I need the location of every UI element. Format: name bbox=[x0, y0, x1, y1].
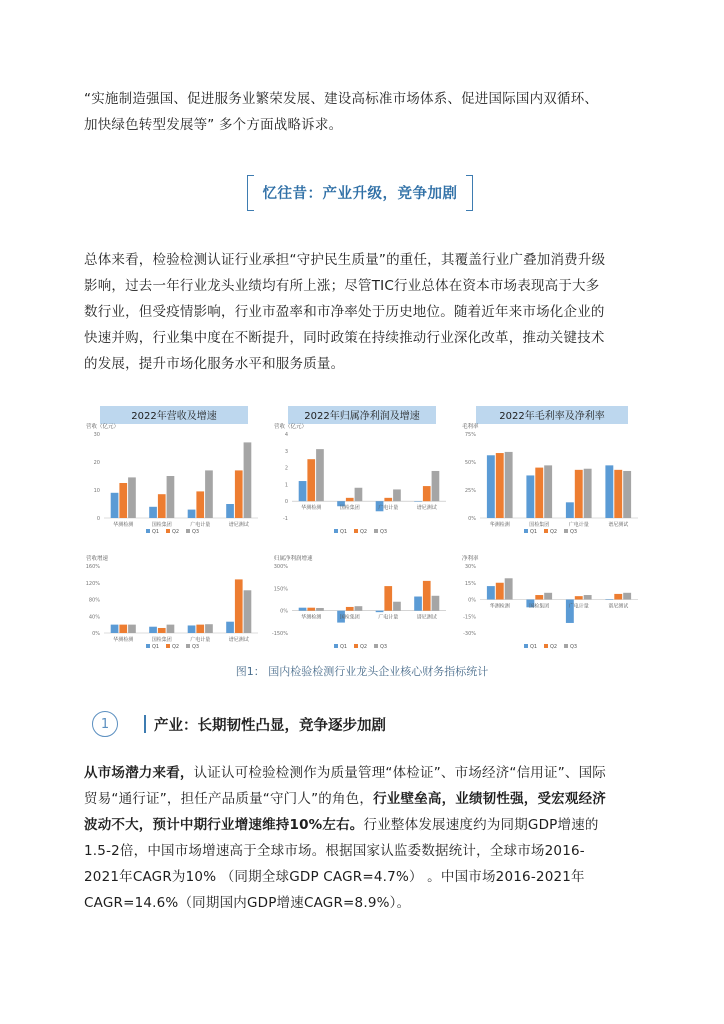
chart-bar bbox=[111, 493, 119, 518]
x-tick-label: 国检集团 bbox=[339, 614, 360, 621]
legend-label: Q2 bbox=[360, 529, 368, 535]
legend-swatch bbox=[334, 644, 338, 648]
chart-bar bbox=[128, 477, 136, 518]
chart-ylabel: 净利率 bbox=[462, 556, 479, 562]
chart-bar bbox=[188, 625, 196, 633]
legend-swatch bbox=[354, 529, 358, 533]
right-bracket bbox=[466, 175, 473, 211]
chart-ylabel: 营收（亿元） bbox=[274, 424, 308, 430]
paragraph-line: 总体来看，检验检测认证行业承担“守护民生质量”的重任，其覆盖行业广叠加消费升级 bbox=[84, 252, 606, 268]
paragraph-line: 数行业，但受疫情影响，行业市盈率和市净率处于历史地位。随着近年来市场化企业的 bbox=[84, 304, 605, 320]
intro-line: 加快绿色转型发展等” 多个方面战略诉求。 bbox=[84, 117, 343, 133]
chart-bar bbox=[605, 465, 613, 518]
chart-bar bbox=[384, 586, 392, 611]
legend-label: Q2 bbox=[550, 644, 558, 650]
chart-bar bbox=[432, 471, 440, 501]
chart-bar bbox=[623, 471, 631, 518]
y-tick-label: 3 bbox=[284, 448, 288, 455]
legend-label: Q1 bbox=[340, 529, 348, 535]
y-tick-label: 30% bbox=[464, 564, 476, 570]
chart-bar bbox=[244, 590, 252, 633]
chart-bar bbox=[487, 455, 495, 518]
chart-bar bbox=[414, 597, 422, 611]
chart-title: 2022年毛利率及净利率 bbox=[499, 411, 605, 422]
x-tick-label: 华测检测 bbox=[113, 637, 134, 643]
y-tick-label: 0% bbox=[468, 597, 476, 604]
legend-swatch bbox=[544, 529, 548, 533]
chart-bar bbox=[226, 504, 234, 518]
chart-bar bbox=[496, 453, 504, 518]
legend-label: Q2 bbox=[360, 644, 368, 650]
chart-bar bbox=[544, 465, 552, 518]
chart-bar bbox=[487, 586, 495, 599]
chart-bar bbox=[566, 502, 574, 518]
chart-bar bbox=[205, 624, 213, 633]
chart-bar bbox=[188, 510, 196, 518]
chart-bar bbox=[355, 488, 363, 501]
legend-label: Q3 bbox=[570, 529, 578, 535]
y-tick-label: 120% bbox=[85, 580, 100, 587]
chart-bar bbox=[167, 625, 175, 633]
chart-bar bbox=[119, 483, 127, 518]
chart-ylabel: 毛利率 bbox=[462, 424, 479, 430]
y-tick-label: 50% bbox=[464, 460, 476, 466]
line-text: 贸易“通行证”，担任产品质量“守门人”的角色， bbox=[84, 791, 374, 807]
chart-bar bbox=[316, 608, 324, 611]
legend-swatch bbox=[564, 529, 568, 533]
paragraph-line: 快速并购，行业集中度在不断提升，同时政策在持续推动行业深化改革，推动关键技术 bbox=[84, 330, 605, 346]
chart-bar bbox=[423, 486, 431, 501]
chart-bar bbox=[376, 611, 384, 612]
chart-ylabel: 归属净利润增速 bbox=[274, 556, 313, 562]
chart-bar bbox=[535, 595, 543, 599]
y-tick-label: 0% bbox=[280, 608, 288, 615]
legend-swatch bbox=[374, 529, 378, 533]
figure-caption: 图1： 国内检验检测行业龙头企业核心财务指标统计 bbox=[235, 665, 489, 678]
chart-bar bbox=[244, 442, 252, 518]
chart-bar bbox=[614, 594, 622, 600]
chart-ylabel: 营收增速 bbox=[86, 556, 109, 562]
y-tick-label: 40% bbox=[88, 614, 100, 621]
chart-bar bbox=[119, 625, 127, 633]
y-tick-label: 150% bbox=[273, 586, 288, 593]
paragraph-line bbox=[84, 786, 644, 812]
legend-swatch bbox=[146, 529, 150, 533]
x-tick-label: 华测检测 bbox=[301, 505, 322, 512]
chart-bar bbox=[423, 581, 431, 611]
x-tick-label: 华测检测 bbox=[301, 614, 322, 621]
x-tick-label: 国检集团 bbox=[529, 603, 550, 610]
x-tick-label: 国检集团 bbox=[151, 522, 172, 528]
x-tick-label: 谱尼测试 bbox=[608, 522, 629, 528]
legend-label: Q3 bbox=[380, 529, 388, 535]
subsection-title: 产业：长期韧性凸显，竞争逐步加剧 bbox=[154, 717, 386, 734]
legend-swatch bbox=[146, 644, 150, 648]
section-title: 忆往昔：产业升级，竞争加剧 bbox=[262, 185, 458, 202]
subsection-heading bbox=[92, 710, 386, 738]
chart-bar bbox=[505, 452, 513, 518]
legend-swatch bbox=[354, 644, 358, 648]
subsection-number: 1 bbox=[92, 711, 118, 737]
x-tick-label: 广电计量 bbox=[190, 637, 211, 643]
charts-svg bbox=[84, 400, 644, 655]
y-tick-label: 15% bbox=[464, 580, 476, 587]
x-tick-label: 国检集团 bbox=[339, 505, 360, 512]
legend-swatch bbox=[334, 529, 338, 533]
x-tick-label: 华测检测 bbox=[489, 522, 510, 528]
y-tick-label: 2 bbox=[284, 465, 288, 472]
x-tick-label: 国检集团 bbox=[529, 522, 550, 528]
y-tick-label: 1 bbox=[284, 482, 288, 489]
legend-label: Q3 bbox=[192, 644, 200, 650]
legend-label: Q1 bbox=[530, 644, 538, 650]
paragraph-line: 2021年CAGR为10% （同期全球GDP CAGR=4.7%） 。中国市场2016-2021年 bbox=[84, 869, 585, 885]
x-tick-label: 广电计量 bbox=[568, 603, 589, 610]
y-tick-label: 0 bbox=[96, 516, 100, 522]
y-tick-label: 30 bbox=[93, 432, 100, 438]
chart-bar bbox=[299, 608, 307, 611]
legend-swatch bbox=[166, 529, 170, 533]
chart-bar bbox=[307, 459, 315, 501]
chart-bar bbox=[196, 491, 204, 518]
legend-label: Q2 bbox=[172, 529, 180, 535]
chart-bar bbox=[111, 625, 119, 633]
chart-bar bbox=[235, 470, 243, 518]
line-text: 认证认可检验检测作为质量管理“体检证”、市场经济“信用证”、国际 bbox=[193, 765, 606, 781]
chart-bar bbox=[584, 595, 592, 599]
x-tick-label: 华测检测 bbox=[489, 603, 510, 610]
chart-bar bbox=[544, 593, 552, 600]
legend-swatch bbox=[524, 529, 528, 533]
y-tick-label: 80% bbox=[88, 597, 100, 604]
legend-swatch bbox=[544, 644, 548, 648]
bold-lead: 从市场潜力来看， bbox=[84, 765, 194, 781]
chart-bar bbox=[535, 468, 543, 518]
chart-bar bbox=[393, 602, 401, 611]
chart-bar bbox=[149, 627, 157, 633]
y-tick-label: 10 bbox=[93, 488, 100, 494]
chart-bar bbox=[316, 449, 324, 501]
chart-bar bbox=[346, 607, 354, 611]
y-tick-label: 25% bbox=[464, 488, 476, 494]
chart-bar bbox=[614, 470, 622, 518]
chart-bar bbox=[496, 583, 504, 600]
legend-swatch bbox=[166, 644, 170, 648]
y-tick-label: -150% bbox=[271, 631, 288, 637]
x-tick-label: 谱尼测试 bbox=[416, 614, 437, 621]
chart-bar bbox=[355, 606, 363, 610]
chart-bar bbox=[205, 470, 213, 518]
legend-swatch bbox=[186, 644, 190, 648]
legend-label: Q1 bbox=[152, 644, 160, 650]
chart-title: 2022年归属净利润及增速 bbox=[304, 411, 420, 422]
chart-bar bbox=[196, 625, 204, 633]
body-paragraph-1 bbox=[84, 247, 644, 377]
section-heading bbox=[247, 175, 473, 209]
legend-label: Q2 bbox=[172, 644, 180, 650]
x-tick-label: 谱尼测试 bbox=[228, 522, 249, 528]
line-text: 行业整体发展速度约为同期GDP增速的 bbox=[363, 817, 599, 833]
intro-paragraph bbox=[84, 86, 644, 138]
legend-label: Q1 bbox=[530, 529, 538, 535]
chart-bar bbox=[393, 489, 401, 501]
y-tick-label: -1 bbox=[283, 516, 288, 522]
legend-swatch bbox=[564, 644, 568, 648]
legend-swatch bbox=[524, 644, 528, 648]
chart-bar bbox=[226, 622, 234, 633]
chart-bar bbox=[432, 596, 440, 611]
y-tick-label: 20 bbox=[93, 460, 100, 466]
chart-bar bbox=[584, 469, 592, 518]
chart-bar bbox=[299, 481, 307, 501]
heading-bar bbox=[144, 715, 146, 733]
paragraph-line: CAGR=14.6%（同期国内GDP增速CAGR=8.9%）。 bbox=[84, 895, 411, 911]
y-tick-label: 300% bbox=[273, 564, 288, 570]
x-tick-label: 谱尼测试 bbox=[608, 603, 629, 610]
chart-bar bbox=[307, 608, 315, 611]
bold-text: 行业壁垒高，业绩韧性强，受宏观经济 bbox=[373, 791, 606, 807]
chart-bar bbox=[158, 494, 166, 518]
x-tick-label: 国检集团 bbox=[151, 637, 172, 643]
chart-bar bbox=[505, 578, 513, 599]
chart-bar bbox=[158, 628, 166, 633]
chart-bar bbox=[414, 501, 422, 502]
legend-swatch bbox=[186, 529, 190, 533]
x-tick-label: 广电计量 bbox=[378, 505, 399, 512]
chart-bar bbox=[235, 579, 243, 633]
legend-label: Q3 bbox=[192, 529, 200, 535]
chart-bar bbox=[128, 625, 136, 633]
y-tick-label: 0% bbox=[468, 516, 476, 522]
x-tick-label: 广电计量 bbox=[190, 522, 211, 528]
y-tick-label: 75% bbox=[464, 432, 476, 438]
bold-text: 波动不大，预计中期行业增速维持10%左右。 bbox=[84, 817, 364, 833]
legend-label: Q3 bbox=[380, 644, 388, 650]
y-tick-label: -30% bbox=[463, 631, 476, 637]
y-tick-label: 0% bbox=[92, 631, 100, 637]
chart-bar bbox=[346, 498, 354, 501]
paragraph-line: 影响，过去一年行业龙头业绩均有所上涨；尽管TIC行业总体在资本市场表现高于大多 bbox=[84, 278, 600, 294]
chart-bar bbox=[623, 593, 631, 600]
chart-bar bbox=[526, 475, 534, 518]
chart-bar bbox=[575, 596, 583, 599]
intro-line: “实施制造强国、促进服务业繁荣发展、建设高标准市场体系、促进国际国内双循环、 bbox=[84, 91, 599, 107]
paragraph-line: 1.5-2倍，中国市场增速高于全球市场。根据国家认监委数据统计，全球市场2016- bbox=[84, 843, 585, 859]
x-tick-label: 谱尼测试 bbox=[416, 505, 437, 512]
chart-bar bbox=[167, 476, 175, 518]
left-bracket bbox=[247, 175, 254, 211]
x-tick-label: 谱尼测试 bbox=[228, 637, 249, 643]
chart-title: 2022年营收及增速 bbox=[131, 411, 217, 422]
financial-charts-figure bbox=[84, 400, 644, 655]
y-tick-label: -15% bbox=[463, 614, 476, 621]
chart-bar bbox=[605, 600, 613, 601]
paragraph-line: 的发展，提升市场化服务水平和服务质量。 bbox=[84, 356, 345, 372]
chart-bar bbox=[149, 507, 157, 518]
x-tick-label: 华测检测 bbox=[113, 522, 134, 528]
legend-label: Q3 bbox=[570, 644, 578, 650]
x-tick-label: 广电计量 bbox=[568, 522, 589, 528]
y-tick-label: 0 bbox=[284, 499, 288, 506]
x-tick-label: 广电计量 bbox=[378, 614, 399, 621]
y-tick-label: 4 bbox=[284, 432, 288, 438]
chart-bar bbox=[384, 498, 392, 501]
legend-label: Q1 bbox=[152, 529, 160, 535]
chart-ylabel: 营收（亿元） bbox=[86, 424, 120, 430]
paragraph-line bbox=[84, 812, 644, 838]
legend-swatch bbox=[374, 644, 378, 648]
y-tick-label: 160% bbox=[85, 564, 100, 570]
chart-bar bbox=[575, 470, 583, 518]
paragraph-line bbox=[84, 760, 644, 786]
legend-label: Q1 bbox=[340, 644, 348, 650]
body-paragraph-2 bbox=[84, 760, 644, 916]
legend-label: Q2 bbox=[550, 529, 558, 535]
